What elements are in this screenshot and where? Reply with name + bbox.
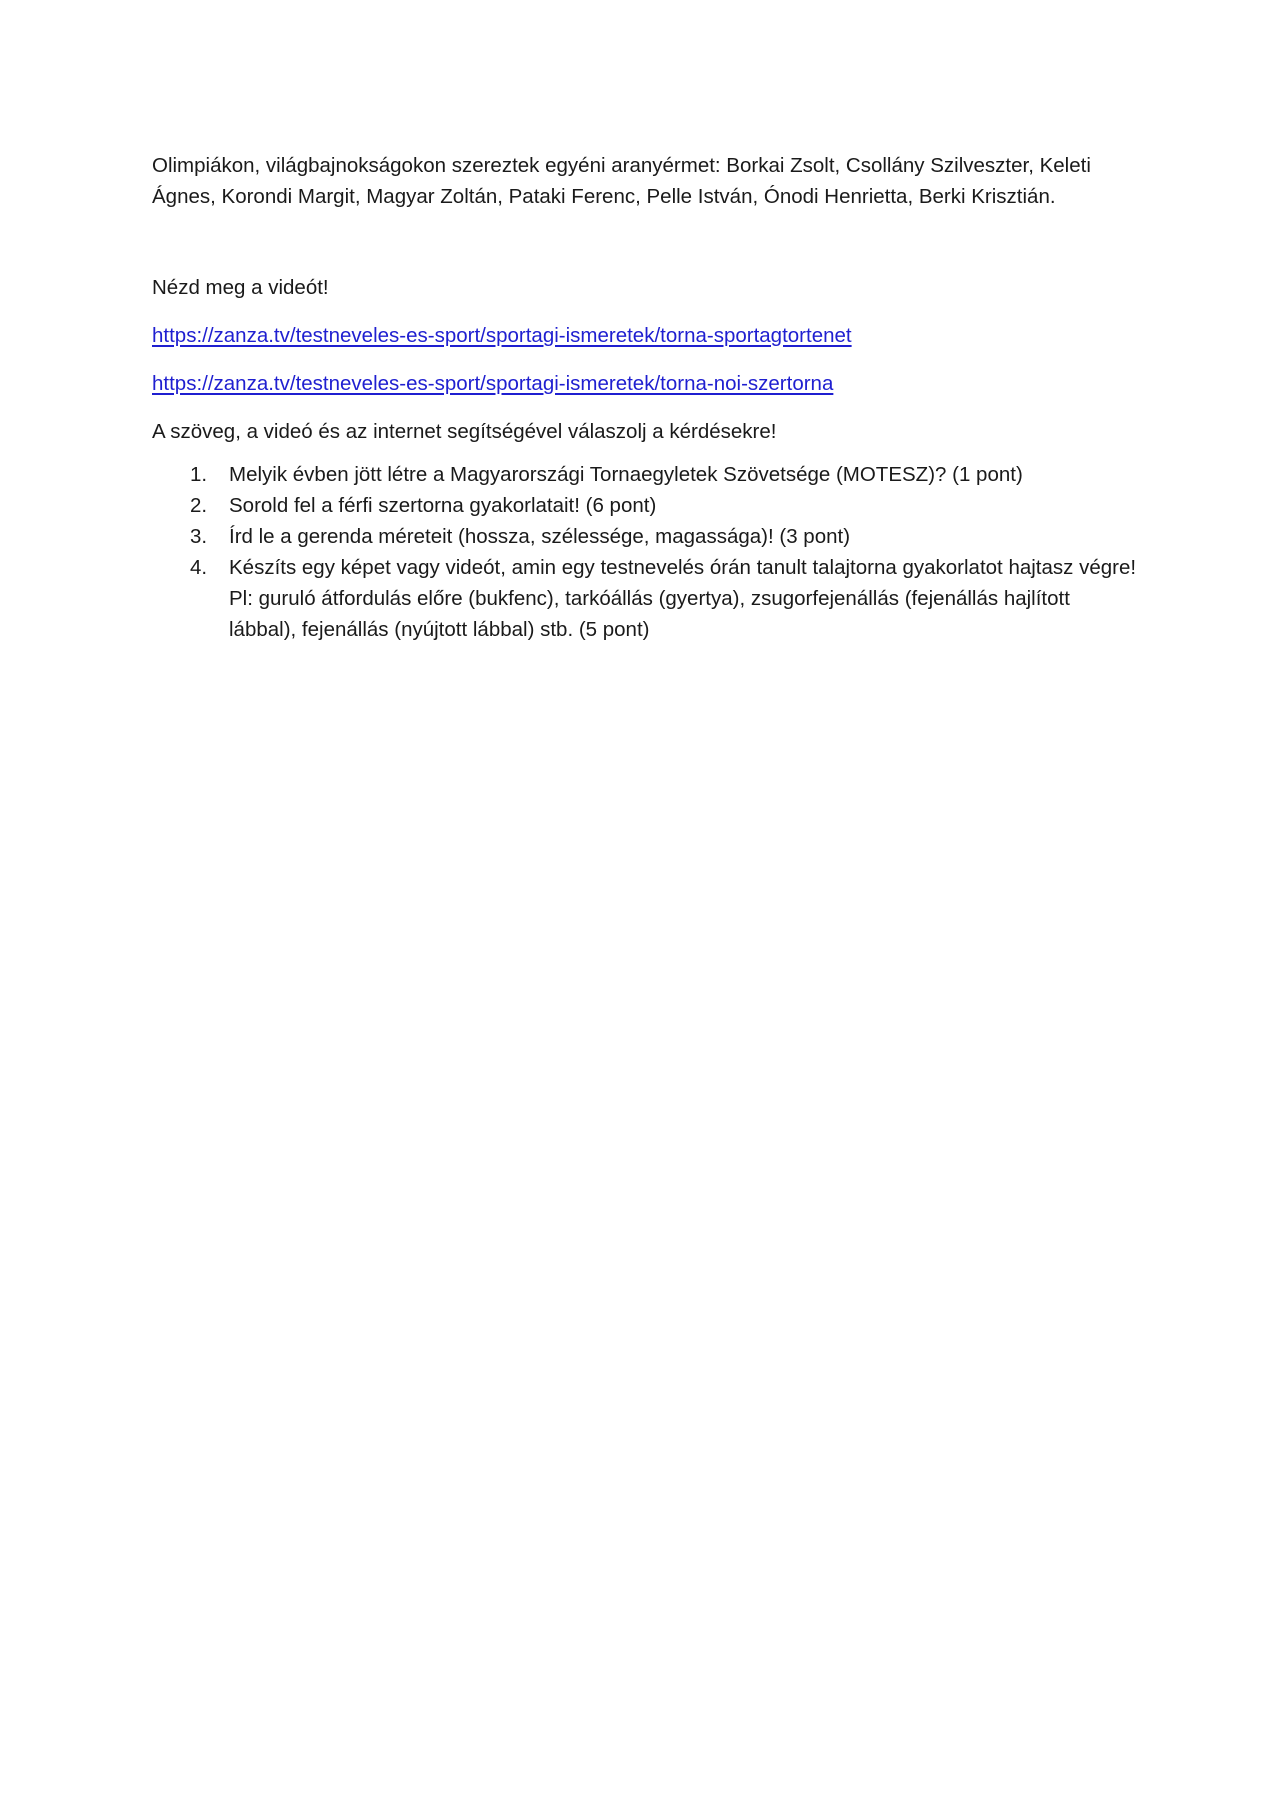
question-number: 4. bbox=[190, 556, 208, 579]
video-link-sportagtortenet[interactable]: https://zanza.tv/testneveles-es-sport/sportagi-ismeretek/torna-sportagtortenet bbox=[152, 324, 852, 347]
question-item bbox=[152, 552, 1142, 645]
intro-paragraph: Olimpiákon, világbajnokságokon szereztek egyéni aranyérmet: Borkai Zsolt, Csollány Szilveszter, Keleti Ágnes, Korondi Margit, Magyar Zoltán, Pataki Ferenc, Pelle István, Ónodi Henrietta, Berki Krisztián. bbox=[152, 154, 1091, 208]
document-page bbox=[152, 150, 1142, 645]
question-text: Írd le a gerenda méreteit (hossza, szélessége, magassága)! (3 pont) bbox=[229, 525, 851, 548]
question-item bbox=[152, 521, 1142, 552]
question-text: Készíts egy képet vagy videót, amin egy testnevelés órán tanult talajtorna gyakorlatot hajtasz végre! bbox=[229, 556, 1137, 579]
question-number: 2. bbox=[190, 494, 208, 517]
question-item bbox=[152, 490, 1142, 521]
question-text: Sorold fel a férfi szertorna gyakorlatait! (6 pont) bbox=[229, 494, 657, 517]
question-example-text: Pl: guruló átfordulás előre (bukfenc), tarkóállás (gyertya), zsugorfejenállás (fejenállás hajlított lábbal), fejenállás (nyújtott lábbal) stb. (5 pont) bbox=[229, 587, 1070, 641]
instruction-text: A szöveg, a videó és az internet segítségével válaszolj a kérdésekre! bbox=[152, 420, 777, 443]
video-link-noi-szertorna[interactable]: https://zanza.tv/testneveles-es-sport/sportagi-ismeretek/torna-noi-szertorna bbox=[152, 372, 834, 395]
question-text: Melyik évben jött létre a Magyarországi Tornaegyletek Szövetsége (MOTESZ)? (1 pont) bbox=[229, 463, 1023, 486]
question-item bbox=[152, 459, 1142, 490]
watch-prompt: Nézd meg a videót! bbox=[152, 276, 329, 299]
question-list bbox=[152, 459, 1142, 645]
paragraph-spacer bbox=[152, 212, 1142, 272]
question-number: 3. bbox=[190, 525, 208, 548]
question-number: 1. bbox=[190, 463, 208, 486]
